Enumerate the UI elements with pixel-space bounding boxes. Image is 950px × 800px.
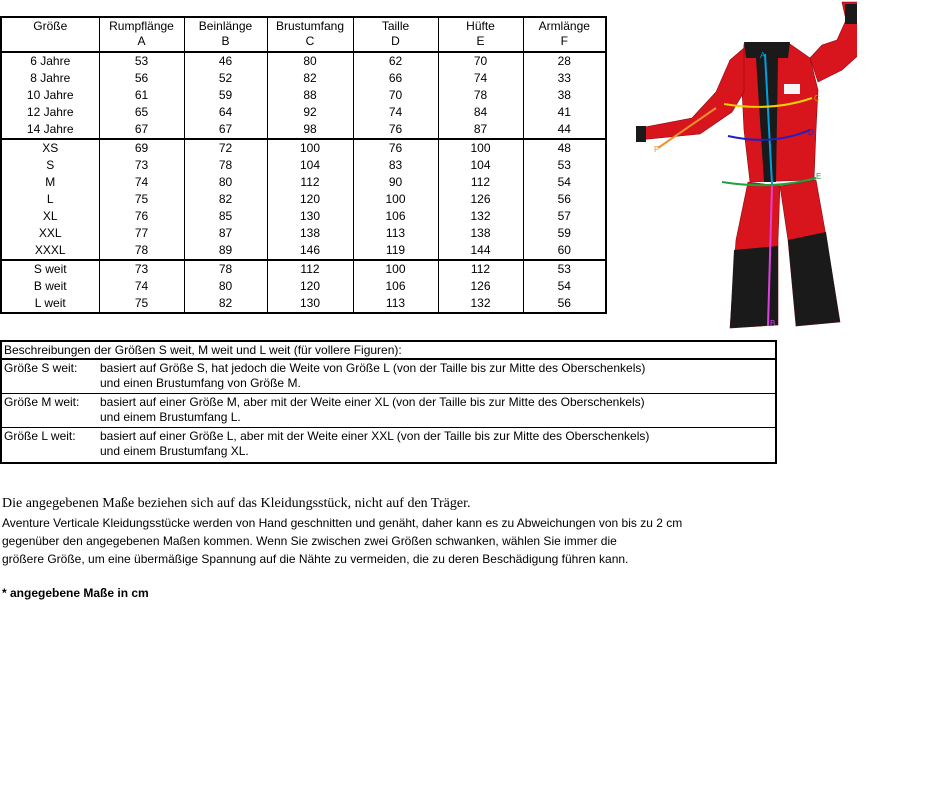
- description-line: und einem Brustumfang L.: [100, 410, 241, 424]
- measurement-cell: 69: [99, 139, 184, 157]
- description-line: und einem Brustumfang XL.: [100, 444, 249, 458]
- measurement-cell: 75: [99, 295, 184, 313]
- wide-sizes-description-box: [0, 340, 777, 464]
- measurement-cell: 82: [184, 295, 267, 313]
- table-row: [1, 87, 606, 104]
- measurement-cell: 87: [438, 121, 523, 139]
- measurement-cell: 62: [353, 52, 438, 70]
- measurement-cell: 73: [99, 260, 184, 278]
- size-name-cell: XXXL: [1, 242, 99, 260]
- column-header: [184, 17, 267, 52]
- description-text: [100, 395, 775, 427]
- measurement-cell: 89: [184, 242, 267, 260]
- table-row: [1, 174, 606, 191]
- column-header-letter: F: [560, 34, 568, 48]
- measurement-cell: 59: [523, 225, 606, 242]
- column-header: [353, 17, 438, 52]
- measure-label-a: A: [760, 51, 766, 60]
- size-group: [1, 139, 606, 260]
- measurement-cell: 56: [99, 70, 184, 87]
- description-label: Größe S weit:: [4, 361, 78, 375]
- measurement-cell: 130: [267, 208, 353, 225]
- table-row: [1, 139, 606, 157]
- measurement-cell: 54: [523, 278, 606, 295]
- measurement-cell: 76: [353, 139, 438, 157]
- measurement-cell: 75: [99, 191, 184, 208]
- measurement-cell: 100: [438, 139, 523, 157]
- measurement-cell: 54: [523, 174, 606, 191]
- suit-collar: [744, 42, 790, 58]
- suit-left-cuff: [636, 126, 646, 142]
- column-header-name: Größe: [33, 19, 68, 33]
- measurement-cell: 56: [523, 295, 606, 313]
- measure-label-d: D: [808, 128, 814, 137]
- table-row: [1, 242, 606, 260]
- measurement-cell: 132: [438, 295, 523, 313]
- table-row: [1, 121, 606, 139]
- measurement-cell: 76: [353, 121, 438, 139]
- size-name-cell: S: [1, 157, 99, 174]
- column-header: [1, 17, 99, 52]
- description-line: basiert auf einer Größe M, aber mit der Weite einer XL (von der Taille bis zur Mitte des Oberschenkels): [100, 395, 645, 409]
- column-header-name: Rumpflänge: [109, 19, 174, 33]
- size-name-cell: 12 Jahre: [1, 104, 99, 121]
- description-row: [2, 428, 775, 462]
- description-line: basiert auf Größe S, hat jedoch die Weite von Größe L (von der Taille bis zur Mitte des Oberschenkels): [100, 361, 646, 375]
- measurement-cell: 67: [184, 121, 267, 139]
- measurement-cell: 87: [184, 225, 267, 242]
- measurement-cell: 78: [184, 157, 267, 174]
- measurement-cell: 56: [523, 191, 606, 208]
- measurement-cell: 41: [523, 104, 606, 121]
- measurement-cell: 80: [267, 52, 353, 70]
- measurement-cell: 33: [523, 70, 606, 87]
- measurement-cell: 38: [523, 87, 606, 104]
- measurement-cell: 70: [353, 87, 438, 104]
- jumpsuit-measurement-figure: [632, 0, 857, 335]
- measure-label-f: F: [654, 145, 659, 154]
- measurement-cell: 100: [353, 191, 438, 208]
- measurement-cell: 82: [267, 70, 353, 87]
- size-name-cell: M: [1, 174, 99, 191]
- measurement-cell: 78: [438, 87, 523, 104]
- measurement-cell: 113: [353, 225, 438, 242]
- size-name-cell: B weit: [1, 278, 99, 295]
- suit-torso: [742, 44, 818, 182]
- measurement-cell: 112: [438, 174, 523, 191]
- measurement-cell: 120: [267, 278, 353, 295]
- measurement-cell: 126: [438, 278, 523, 295]
- unit-note: * angegebene Maße in cm: [2, 586, 149, 600]
- size-name-cell: XS: [1, 139, 99, 157]
- table-row: [1, 104, 606, 121]
- measurement-cell: 144: [438, 242, 523, 260]
- column-header-name: Hüfte: [466, 19, 495, 33]
- size-table: [0, 16, 607, 314]
- measurement-cell: 61: [99, 87, 184, 104]
- measurement-cell: 83: [353, 157, 438, 174]
- measurement-cell: 77: [99, 225, 184, 242]
- size-name-cell: XL: [1, 208, 99, 225]
- suit-chest-logo: [784, 84, 800, 94]
- measurement-cell: 100: [353, 260, 438, 278]
- size-name-cell: 6 Jahre: [1, 52, 99, 70]
- column-header-name: Beinlänge: [198, 19, 253, 33]
- measurement-cell: 106: [353, 208, 438, 225]
- measurement-cell: 76: [99, 208, 184, 225]
- column-header-letter: A: [137, 34, 146, 48]
- measurement-cell: 74: [99, 174, 184, 191]
- measurement-cell: 66: [353, 70, 438, 87]
- notes-section: [2, 495, 902, 602]
- description-label: Größe L weit:: [4, 429, 76, 443]
- table-row: [1, 225, 606, 242]
- measurement-cell: 67: [99, 121, 184, 139]
- measurement-cell: 146: [267, 242, 353, 260]
- measurement-cell: 92: [267, 104, 353, 121]
- measurement-cell: 130: [267, 295, 353, 313]
- measurement-cell: 82: [184, 191, 267, 208]
- table-row: [1, 260, 606, 278]
- measurement-cell: 100: [267, 139, 353, 157]
- measurement-cell: 112: [438, 260, 523, 278]
- table-row: [1, 52, 606, 70]
- table-row: [1, 278, 606, 295]
- measurement-cell: 74: [438, 70, 523, 87]
- measurement-cell: 119: [353, 242, 438, 260]
- description-row: [2, 360, 775, 394]
- column-header-letter: D: [391, 34, 400, 48]
- measurement-cell: 74: [353, 104, 438, 121]
- measurement-cell: 78: [184, 260, 267, 278]
- measurement-cell: 120: [267, 191, 353, 208]
- measure-label-b: B: [770, 319, 776, 328]
- column-header: [99, 17, 184, 52]
- measurement-cell: 44: [523, 121, 606, 139]
- column-header-name: Taille: [381, 19, 410, 33]
- measurement-cell: 98: [267, 121, 353, 139]
- size-name-cell: L: [1, 191, 99, 208]
- measurement-cell: 138: [267, 225, 353, 242]
- measurement-cell: 70: [438, 52, 523, 70]
- measurement-cell: 138: [438, 225, 523, 242]
- table-row: [1, 295, 606, 313]
- size-table-header: [1, 17, 606, 52]
- measurement-cell: 104: [267, 157, 353, 174]
- measurement-cell: 53: [99, 52, 184, 70]
- size-name-cell: 10 Jahre: [1, 87, 99, 104]
- measurement-cell: 52: [184, 70, 267, 87]
- description-text: [100, 361, 775, 393]
- notes-line: größere Größe, um eine übermäßige Spannung auf die Nähte zu vermeiden, die zu deren Beschädigung führen kann.: [2, 552, 629, 566]
- notes-line: Aventure Verticale Kleidungsstücke werden von Hand geschnitten und genäht, daher kann es zu Abweichungen von bis zu 2 cm: [2, 516, 683, 530]
- measurement-cell: 78: [99, 242, 184, 260]
- measurement-cell: 90: [353, 174, 438, 191]
- measurement-cell: 72: [184, 139, 267, 157]
- measurement-cell: 113: [353, 295, 438, 313]
- size-name-cell: XXL: [1, 225, 99, 242]
- description-label: Größe M weit:: [4, 395, 80, 409]
- measurement-cell: 126: [438, 191, 523, 208]
- description-line: und einen Brustumfang von Größe M.: [100, 376, 301, 390]
- measurement-cell: 53: [523, 157, 606, 174]
- measurement-cell: 84: [438, 104, 523, 121]
- size-name-cell: S weit: [1, 260, 99, 278]
- measurement-cell: 88: [267, 87, 353, 104]
- measurement-cell: 46: [184, 52, 267, 70]
- size-name-cell: L weit: [1, 295, 99, 313]
- measurement-cell: 65: [99, 104, 184, 121]
- measure-label-c: C: [814, 94, 820, 103]
- measurement-cell: 28: [523, 52, 606, 70]
- suit-right-knee-panel: [788, 232, 840, 326]
- description-title: Beschreibungen der Größen S weit, M weit und L weit (für vollere Figuren):: [2, 342, 775, 360]
- size-group: [1, 260, 606, 313]
- measurement-cell: 57: [523, 208, 606, 225]
- measurement-cell: 80: [184, 278, 267, 295]
- column-header-letter: B: [221, 34, 230, 48]
- column-header-name: Armlänge: [538, 19, 590, 33]
- measurement-cell: 74: [99, 278, 184, 295]
- measurement-cell: 85: [184, 208, 267, 225]
- measurement-cell: 53: [523, 260, 606, 278]
- measurement-cell: 106: [353, 278, 438, 295]
- measurement-cell: 112: [267, 174, 353, 191]
- measurement-cell: 48: [523, 139, 606, 157]
- measurement-cell: 73: [99, 157, 184, 174]
- measurement-cell: 80: [184, 174, 267, 191]
- measurement-cell: 60: [523, 242, 606, 260]
- table-row: [1, 191, 606, 208]
- column-header: [438, 17, 523, 52]
- description-row: [2, 394, 775, 428]
- measurement-cell: 112: [267, 260, 353, 278]
- measure-label-e: E: [816, 172, 822, 181]
- description-line: basiert auf einer Größe L, aber mit der Weite einer XXL (von der Taille bis zur Mitte des Oberschenkels): [100, 429, 650, 443]
- size-name-cell: 8 Jahre: [1, 70, 99, 87]
- column-header-letter: C: [305, 34, 315, 48]
- measurement-cell: 64: [184, 104, 267, 121]
- column-header-name: Brustumfang: [275, 19, 345, 33]
- size-group: [1, 52, 606, 139]
- column-header-letter: E: [476, 34, 485, 48]
- size-name-cell: 14 Jahre: [1, 121, 99, 139]
- notes-heading: Die angegebenen Maße beziehen sich auf das Kleidungsstück, nicht auf den Träger.: [2, 496, 471, 511]
- column-header: [523, 17, 606, 52]
- measurement-cell: 104: [438, 157, 523, 174]
- column-header: [267, 17, 353, 52]
- suit-cuff: [845, 4, 857, 24]
- measurement-cell: 59: [184, 87, 267, 104]
- table-row: [1, 208, 606, 225]
- measurement-cell: 132: [438, 208, 523, 225]
- table-row: [1, 70, 606, 87]
- description-text: [100, 429, 775, 462]
- table-row: [1, 157, 606, 174]
- notes-line: gegenüber den angegebenen Maßen kommen. Wenn Sie zwischen zwei Größen schwanken, wählen Sie immer die: [2, 534, 617, 548]
